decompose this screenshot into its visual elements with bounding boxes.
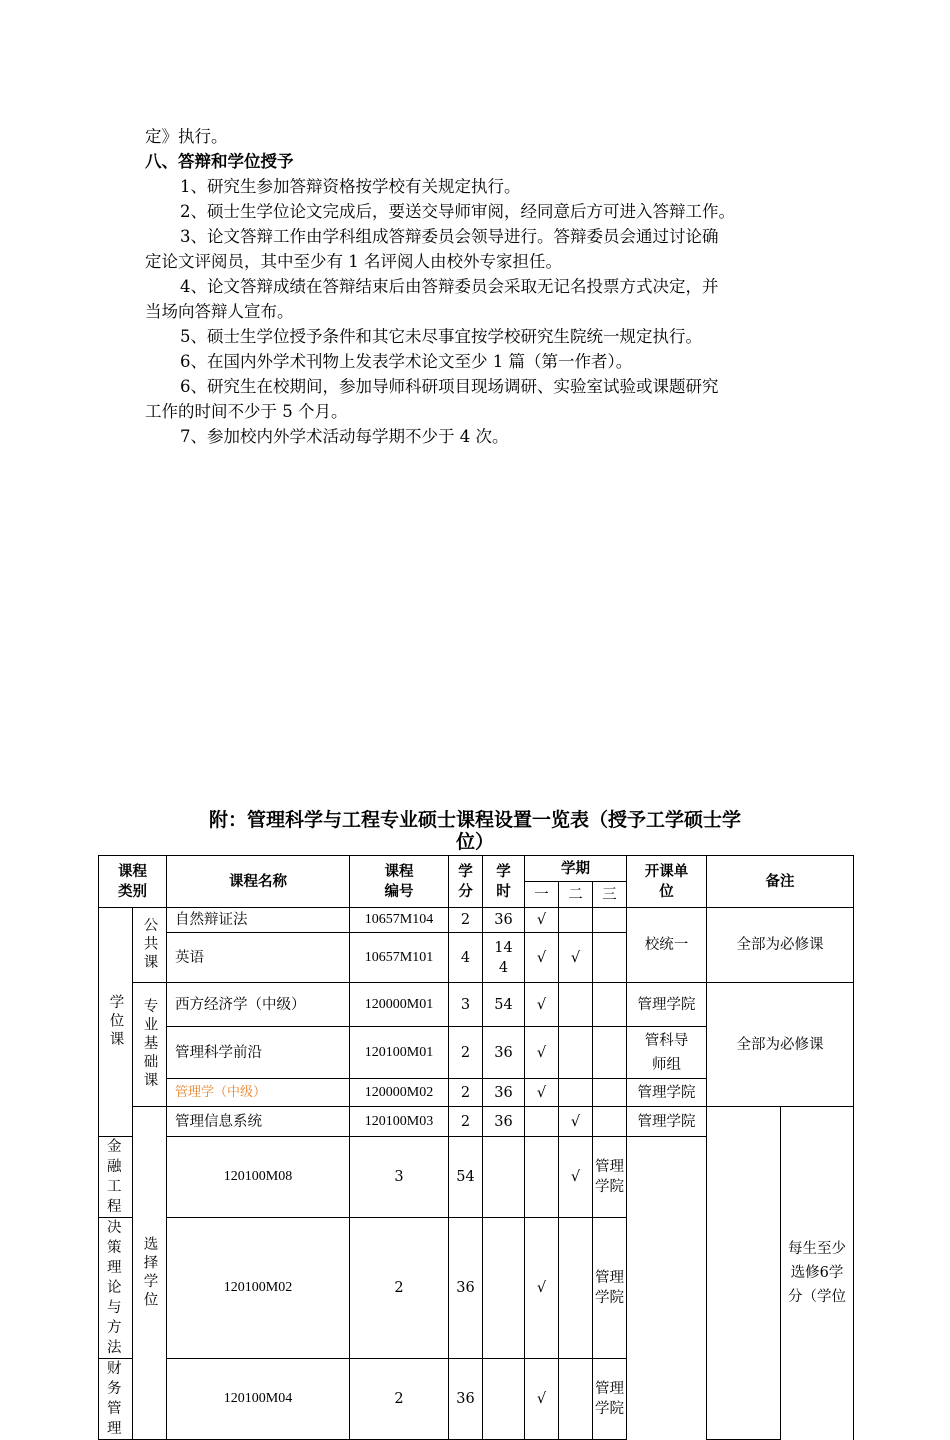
credit-header-line1: 学 — [458, 863, 473, 880]
course-remark: 全部为必修课 — [707, 908, 854, 983]
dept-header — [627, 856, 707, 908]
category-header-line2: 类别 — [118, 883, 147, 900]
group-degree — [99, 908, 133, 1137]
semester-3-mark — [593, 1107, 627, 1137]
semester-1-mark: √ — [525, 933, 559, 983]
semester-2-mark: √ — [525, 1218, 559, 1359]
course-credit: 2 — [449, 908, 483, 933]
semester-2-mark — [559, 1027, 593, 1079]
course-dept: 管理学院 — [593, 1359, 627, 1440]
group-degree-label: 学位课 — [107, 994, 124, 1050]
paragraph: 当场向答辩人宣布。 — [145, 302, 294, 321]
semester-2-mark — [559, 1079, 593, 1107]
semester-2-header: 二 — [559, 882, 593, 908]
semester-2-mark — [559, 983, 593, 1027]
group-basic-label: 专业基础课 — [141, 998, 158, 1091]
code-header-line2: 编号 — [384, 883, 414, 900]
course-hours: 36 — [483, 908, 525, 933]
course-code: 120100M01 — [350, 1027, 449, 1079]
semester-1-mark: √ — [525, 1079, 559, 1107]
course-dept: 管理学院 — [627, 1107, 707, 1137]
course-code: 120100M03 — [350, 1107, 449, 1137]
semester-3-mark — [593, 983, 627, 1027]
course-name: 财务管理 — [99, 1359, 133, 1440]
table-row — [99, 908, 854, 933]
code-header-line1: 课程 — [384, 863, 414, 880]
category-header — [99, 856, 167, 908]
course-dept: 管理学院 — [627, 1079, 707, 1107]
group-public-label: 公共课 — [141, 917, 158, 973]
course-credit: 3 — [449, 983, 483, 1027]
paragraph: 5、硕士生学位授予条件和其它未尽事宜按学校研究生院统一规定执行。 — [180, 327, 702, 346]
semester-3-mark — [559, 1359, 593, 1440]
semester-3-mark — [593, 1079, 627, 1107]
group-basic — [133, 983, 167, 1107]
semester-header: 学期 — [525, 856, 627, 882]
paragraph-continuation: 定》执行。 — [145, 127, 228, 146]
paragraph: 定论文评阅员，其中至少有 1 名评阅人由校外专家担任。 — [145, 252, 562, 271]
semester-2-mark — [525, 1137, 559, 1218]
hours-header-line2: 时 — [496, 883, 511, 900]
course-table — [98, 855, 854, 1440]
course-code: 120100M02 — [167, 1218, 350, 1359]
course-code: 10657M104 — [350, 908, 449, 933]
semester-1-mark: √ — [525, 1027, 559, 1079]
course-hours: 36 — [483, 1107, 525, 1137]
semester-3-mark: √ — [559, 1137, 593, 1218]
group-elective — [133, 1107, 167, 1440]
hours-header-line1: 学 — [496, 863, 511, 880]
semester-1-mark — [483, 1137, 525, 1218]
paragraph: 7、参加校内外学术活动每学期不少于 4 次。 — [180, 427, 509, 446]
name-header: 课程名称 — [167, 856, 350, 908]
appendix-title-cont: 位） — [455, 831, 494, 853]
table-row — [99, 1107, 854, 1137]
semester-1-mark — [483, 1359, 525, 1440]
semester-3-mark — [559, 1218, 593, 1359]
semester-3-mark — [593, 908, 627, 933]
course-remark — [781, 1107, 854, 1440]
course-name: 管理信息系统 — [167, 1107, 350, 1137]
semester-3-header: 三 — [593, 882, 627, 908]
course-credit: 4 — [449, 933, 483, 983]
course-name: 金融工程 — [99, 1137, 133, 1218]
course-code: 120000M02 — [350, 1079, 449, 1107]
course-dept-value: 管科导师组 — [644, 1032, 689, 1073]
course-hours — [483, 933, 525, 983]
credit-header-line2: 分 — [458, 883, 473, 900]
course-credit: 2 — [449, 1107, 483, 1137]
course-dept: 管理学院 — [593, 1137, 627, 1218]
paragraph: 6、在国内外学术刊物上发表学术论文至少 1 篇（第一作者）。 — [180, 352, 633, 371]
hours-header — [483, 856, 525, 908]
course-name: 英语 — [167, 933, 350, 983]
semester-1-header: 一 — [525, 882, 559, 908]
course-hours: 36 — [483, 1079, 525, 1107]
course-remark: 全部为必修课 — [707, 983, 854, 1107]
category-header-line1: 课程 — [118, 863, 147, 880]
section-heading: 八、答辩和学位授予 — [145, 152, 294, 171]
semester-1-mark: √ — [525, 908, 559, 933]
dept-header-line2: 位 — [659, 883, 674, 900]
group-public — [133, 908, 167, 983]
paragraph: 工作的时间不少于 5 个月。 — [145, 402, 348, 421]
remark-header: 备注 — [707, 856, 854, 908]
semester-3-mark — [593, 933, 627, 983]
course-code: 120000M01 — [350, 983, 449, 1027]
course-name: 决策理论与方法 — [99, 1218, 133, 1359]
course-dept: 校统一 — [627, 908, 707, 983]
paragraph: 2、硕士生学位论文完成后，要送交导师审阅，经同意后方可进入答辩工作。 — [180, 202, 735, 221]
course-credit: 2 — [449, 1079, 483, 1107]
appendix-title: 附：管理科学与工程专业硕士课程设置一览表（授予工学硕士学 — [208, 809, 741, 831]
course-code: 10657M101 — [350, 933, 449, 983]
course-dept: 管理学院 — [593, 1218, 627, 1359]
semester-2-mark: √ — [525, 1359, 559, 1440]
remark-blank — [707, 1107, 781, 1440]
course-dept — [627, 1027, 707, 1079]
semester-1-mark — [483, 1218, 525, 1359]
course-hours: 54 — [449, 1137, 483, 1218]
course-hours-value: 144 — [494, 939, 513, 976]
course-name: 西方经济学（中级） — [167, 983, 350, 1027]
course-hours: 36 — [449, 1218, 483, 1359]
course-name: 管理学（中级） — [167, 1079, 350, 1107]
course-hours: 36 — [483, 1027, 525, 1079]
course-name: 管理科学前沿 — [167, 1027, 350, 1079]
course-hours: 54 — [483, 983, 525, 1027]
course-code: 120100M08 — [167, 1137, 350, 1218]
course-name: 自然辩证法 — [167, 908, 350, 933]
elective-remark: 每生至少选修6学分（学位 — [788, 1241, 847, 1306]
semester-1-mark — [525, 1107, 559, 1137]
dept-header-line1: 开课单 — [644, 863, 689, 880]
paragraph: 3、论文答辩工作由学科组成答辩委员会领导进行。答辩委员会通过讨论确 — [180, 227, 719, 246]
course-hours: 36 — [449, 1359, 483, 1440]
semester-2-mark — [559, 908, 593, 933]
paragraph: 4、论文答辩成绩在答辩结束后由答辩委员会采取无记名投票方式决定，并 — [180, 277, 719, 296]
paragraph: 1、研究生参加答辩资格按学校有关规定执行。 — [180, 177, 521, 196]
course-credit: 2 — [449, 1027, 483, 1079]
header-row — [99, 856, 854, 882]
semester-2-mark: √ — [559, 933, 593, 983]
code-header — [350, 856, 449, 908]
table-row — [99, 983, 854, 1027]
course-credit: 2 — [350, 1359, 449, 1440]
course-dept: 管理学院 — [627, 983, 707, 1027]
credit-header — [449, 856, 483, 908]
paragraph: 6、研究生在校期间，参加导师科研项目现场调研、实验室试验或课题研究 — [180, 377, 719, 396]
course-credit: 3 — [350, 1137, 449, 1218]
semester-3-mark — [593, 1027, 627, 1079]
group-elective-label: 选择学位 — [141, 1236, 158, 1310]
semester-2-mark: √ — [559, 1107, 593, 1137]
semester-1-mark: √ — [525, 983, 559, 1027]
course-code: 120100M04 — [167, 1359, 350, 1440]
course-credit: 2 — [350, 1218, 449, 1359]
